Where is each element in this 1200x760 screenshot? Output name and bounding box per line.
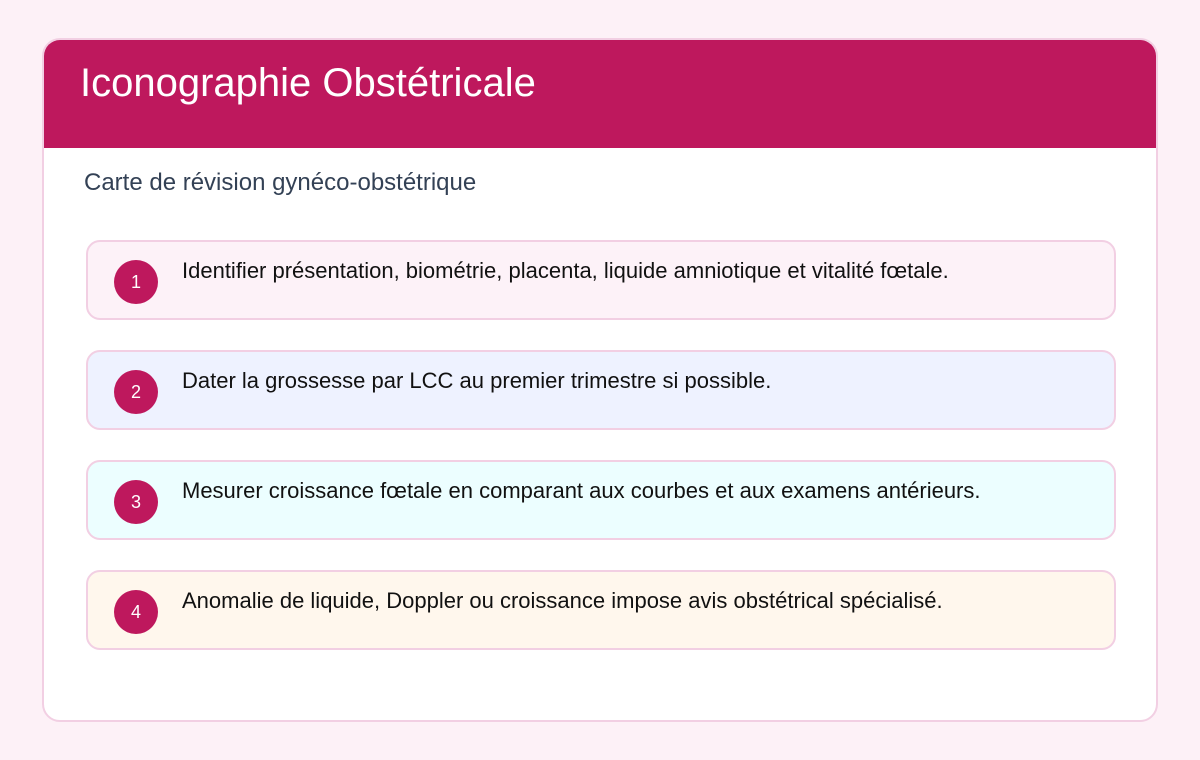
step-item-2 (86, 350, 1116, 430)
steps-list (86, 240, 1116, 680)
page-title: Iconographie Obstétricale (80, 61, 536, 105)
step-item-4 (86, 570, 1116, 650)
step-number-badge: 4 (114, 590, 158, 634)
step-number-badge: 1 (114, 260, 158, 304)
step-text: Identifier présentation, biométrie, placenta, liquide amniotique et vitalité fœtale. (182, 258, 949, 283)
step-text: Mesurer croissance fœtale en comparant aux courbes et aux examens antérieurs. (182, 478, 981, 503)
revision-card (42, 38, 1158, 722)
step-number-badge: 3 (114, 480, 158, 524)
step-text: Dater la grossesse par LCC au premier trimestre si possible. (182, 368, 772, 393)
card-header (44, 40, 1156, 148)
step-item-1 (86, 240, 1116, 320)
step-item-3 (86, 460, 1116, 540)
card-subtitle: Carte de révision gynéco-obstétrique (84, 169, 477, 196)
step-text: Anomalie de liquide, Doppler ou croissance impose avis obstétrical spécialisé. (182, 588, 943, 613)
step-number-badge: 2 (114, 370, 158, 414)
